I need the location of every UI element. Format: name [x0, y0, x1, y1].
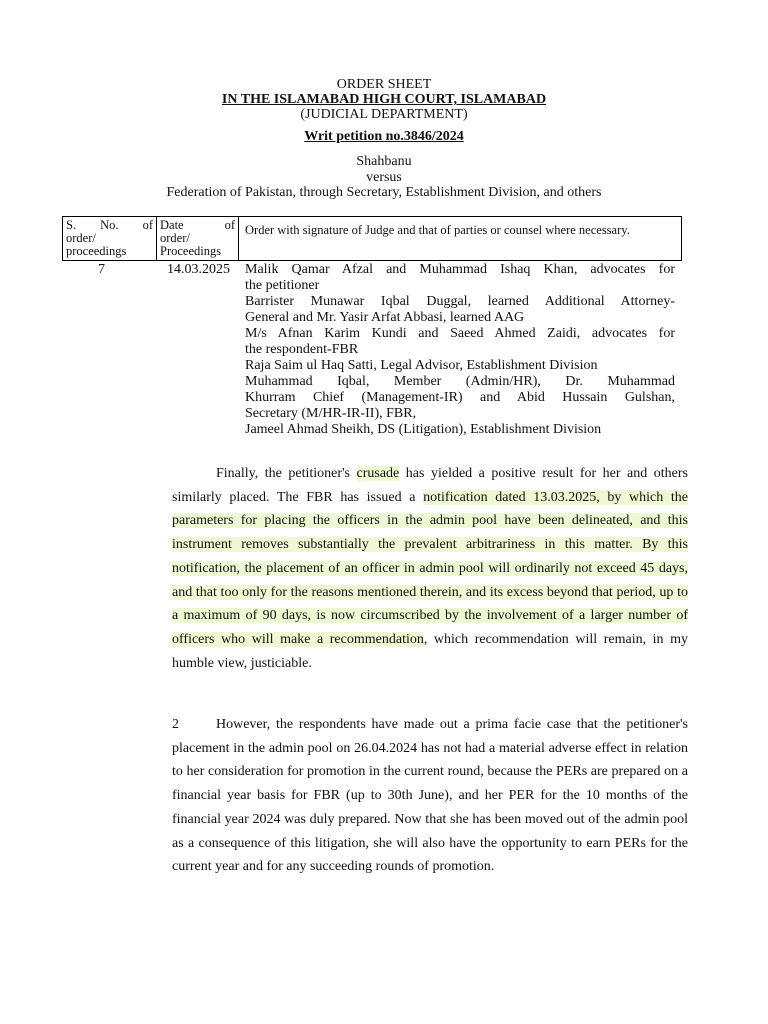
- appearance-line: the respondent-FBR: [245, 342, 359, 357]
- appearance-line: Jameel Ahmad Sheikh, DS (Litigation), Establishment Division: [245, 422, 602, 437]
- paragraph-text: However, the respondents have made out a prima facie case that the petitioner's placement in the admin pool on 26.04.2024 has not had a material adverse effect in relation to her consideration for promotion in the current round, because the PERs are prepared on a financial year basis for FBR (up to 30th June), and her PER for the 10 months of the financial year 2024 was duly prepared. Now that she has been moved out of the admin pool as a consequence of this litigation, she will also have the opportunity to earn PERs for the current year and for any succeeding rounds of promotion.: [172, 717, 688, 875]
- appearance-line: Raja Saim ul Haq Satti, Legal Advisor, Establishment Division: [245, 358, 598, 373]
- paragraph-text: has yielded a positive result for her and others similarly placed. The FBR has issued a: [172, 466, 688, 505]
- appearance-line: Barrister Munawar Iqbal Duggal, learned Additional Attorney-: [245, 294, 675, 309]
- appearance-line: M/s Afnan Karim Kundi and Saeed Ahmed Zaidi, advocates for: [245, 326, 675, 341]
- date-header-line: Proceedings: [160, 244, 222, 258]
- order-column-header: Order with signature of Judge and that of parties or counsel where necessary.: [245, 223, 630, 237]
- appearance-line: Malik Qamar Afzal and Muhammad Ishaq Khan, advocates for: [245, 262, 675, 277]
- appearance-line: the petitioner: [245, 278, 320, 293]
- highlighted-text: crusade: [356, 466, 400, 481]
- appearance-line: Muhammad Iqbal, Member (Admin/HR), Dr. Muhammad: [245, 374, 675, 389]
- appearances-list: [245, 262, 675, 438]
- respondent-name: Federation of Pakistan, through Secretary, Establishment Division, and others: [166, 185, 602, 200]
- date-header-line: Date of: [160, 218, 235, 232]
- paragraph-text: , which recommendation will remain, in my humble view, justiciable.: [172, 631, 689, 671]
- order-table-header: [62, 216, 682, 261]
- petitioner-name: Shahbanu: [356, 154, 412, 169]
- serial-header-line: S. No. of: [66, 218, 153, 232]
- appearance-line: Secretary (M/HR-IR-II), FBR,: [245, 406, 417, 421]
- paragraph-number: 2: [172, 717, 179, 732]
- entry-date: 14.03.2025: [167, 262, 230, 277]
- appearance-line: General and Mr. Yasir Arfat Abbasi, learned AAG: [245, 310, 525, 325]
- date-column-header: [157, 217, 239, 260]
- department-name: (JUDICIAL DEPARTMENT): [300, 107, 468, 122]
- serial-header-line: proceedings: [66, 244, 127, 258]
- entry-number: 7: [98, 262, 105, 277]
- serial-column-header: [63, 217, 157, 260]
- versus-label: versus: [366, 170, 402, 185]
- paragraph-text: Finally, the petitioner's: [216, 466, 357, 481]
- date-header-line: order/: [160, 231, 190, 245]
- serial-header-line: order/: [66, 231, 96, 245]
- court-name: IN THE ISLAMABAD HIGH COURT, ISLAMABAD: [221, 92, 547, 107]
- order-paragraph-1: [172, 462, 688, 675]
- petition-number: Writ petition no.3846/2024: [304, 129, 464, 144]
- appearance-line: Khurram Chief (Management-IR) and Abid Hussain Gulshan,: [245, 390, 675, 405]
- highlighted-text: notification dated 13.03.2025, by which the parameters for placing the officers in the admin pool have been delineated, and this instrument removes substantially the prevalent arbitrariness in this matter. By this notification, the placement of an officer in admin pool will ordinarily not exceed 45 days, and that too only for the reasons mentioned therein, and its excess beyond that period, up to a maximum of 90 days, is now circumscribed by the involvement of a larger number of officers who will make a recommendation: [172, 489, 688, 647]
- order-sheet-title: ORDER SHEET: [336, 77, 432, 92]
- order-paragraph-2: [172, 713, 688, 879]
